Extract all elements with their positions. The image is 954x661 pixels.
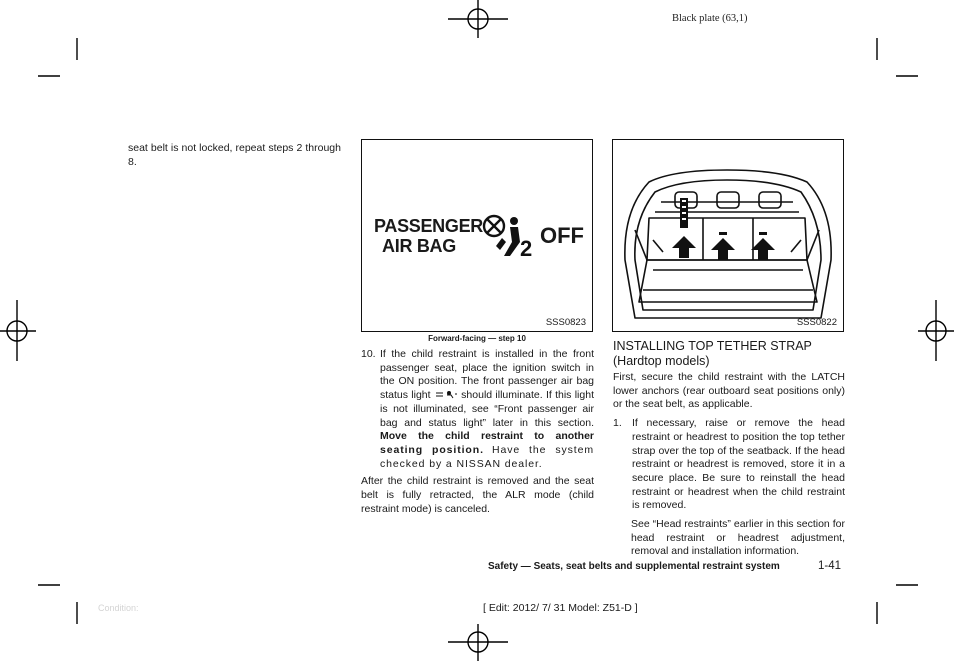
edit-info: [ Edit: 2012/ 7/ 31 Model: Z51-D ] bbox=[483, 602, 638, 614]
heading-line1: INSTALLING TOP TETHER STRAP bbox=[613, 339, 812, 353]
air-bag-label: AIR BAG bbox=[382, 236, 456, 256]
step-1-text: If necessary, raise or remove the head restraint or headrest to position the top tether strap over the top of the seatback. If the head restraint or headrest is removed, store it in a secure place. Be sure to reinstall the head restraint or headrest when the child restraint is removed. bbox=[632, 417, 845, 512]
section-heading bbox=[613, 339, 845, 368]
off-label: OFF bbox=[540, 223, 584, 248]
figure-airbag-off bbox=[361, 139, 593, 332]
figure1-caption: Forward-facing — step 10 bbox=[428, 334, 526, 343]
airbag-occupant-icon bbox=[480, 212, 540, 260]
column2 bbox=[361, 348, 594, 516]
status-light-icon bbox=[434, 391, 458, 399]
step-text-a: If the child restraint is installed in the front passenger seat, place the ignition switch in the ON position. The front passenger air bag status light bbox=[380, 348, 594, 402]
figure-cargo-anchors bbox=[612, 139, 844, 332]
step-text-b: should illuminate. If this light is not illuminated, see “Front passenger air bag and status light” later in this section. bbox=[380, 389, 594, 429]
step-bold-1: Move the child restraint to another bbox=[380, 430, 594, 443]
icon-digit: 2 bbox=[520, 236, 533, 260]
figure1-code: SSS0823 bbox=[545, 317, 586, 328]
plate-label: Black plate (63,1) bbox=[672, 13, 748, 24]
column1-text: seat belt is not locked, repeat steps 2 through 8. bbox=[128, 142, 341, 168]
condition-label: Condition: bbox=[98, 603, 139, 613]
column3 bbox=[613, 339, 845, 559]
step-number: 10. bbox=[361, 348, 376, 360]
page-number: 1-41 bbox=[818, 560, 842, 572]
passenger-label: PASSENGER bbox=[374, 216, 483, 236]
step-bold-2: seating position. bbox=[380, 443, 484, 456]
column2-paragraph: After the child restraint is removed and the seat belt is fully retracted, the ALR mode (child restraint mode) is canceled. bbox=[361, 475, 594, 515]
anchor-arrows bbox=[672, 236, 775, 260]
cargo-area-illustration bbox=[613, 140, 842, 330]
heading-line2: (Hardtop models) bbox=[613, 353, 710, 368]
step-number: 1. bbox=[613, 417, 622, 430]
intro-paragraph: First, secure the child restraint with the LATCH lower anchors (rear outboard seat positions only) or the seat belt, as applicable. bbox=[613, 371, 845, 411]
see-paragraph: See “Head restraints” earlier in this section for head restraint or headrest adjustment, removal and installation information. bbox=[631, 518, 845, 558]
step-tail: Have the system checked by a NISSAN dealer. bbox=[380, 443, 594, 470]
step-10 bbox=[361, 348, 594, 471]
step-1 bbox=[613, 417, 845, 513]
footer-section-title: Safety — Seats, seat belts and supplemental restraint system bbox=[488, 561, 780, 572]
figure2-code: SSS0822 bbox=[796, 317, 837, 328]
